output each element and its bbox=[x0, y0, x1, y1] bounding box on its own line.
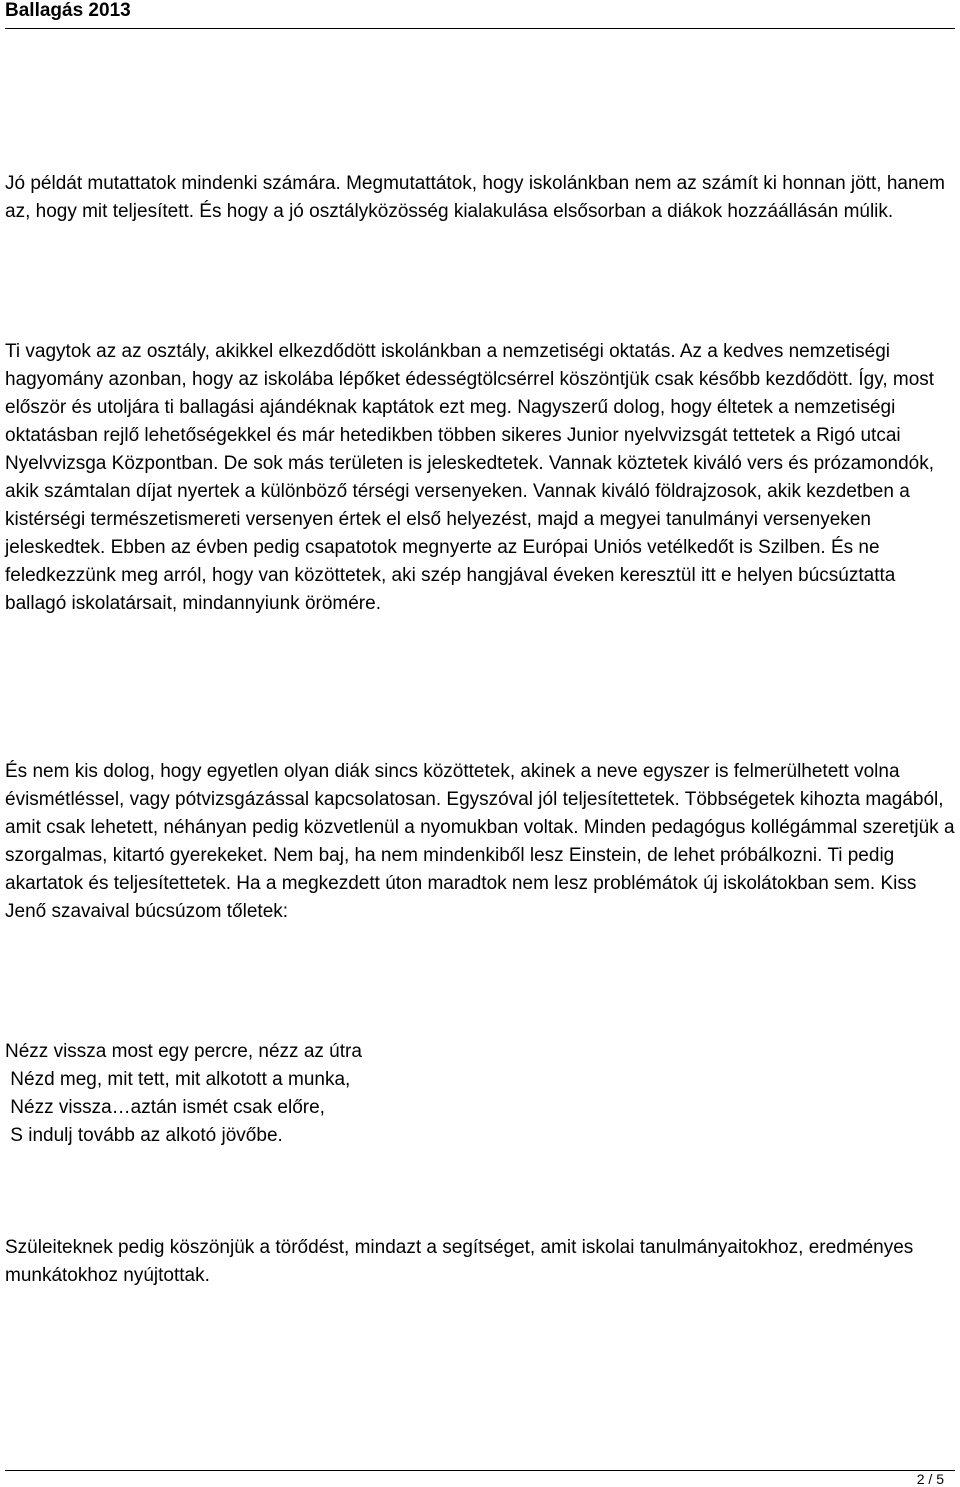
page-number: 2 / 5 bbox=[916, 1471, 944, 1487]
paragraph-2 bbox=[5, 338, 955, 618]
document-title: Ballagás 2013 bbox=[5, 0, 131, 21]
page-header bbox=[5, 0, 955, 29]
verse-line: Nézz vissza most egy percre, nézz az útra bbox=[5, 1041, 362, 1062]
paragraph-text: Jó példát mutattatok mindenki számára. Megmutattátok, hogy iskolánkban nem az számít ki honnan jött, hanem az, hogy mit teljesített. És hogy a jó osztályközösség kialakulása elsősorban a diákok hozzáállásán múlik. bbox=[5, 173, 945, 222]
page-footer-rule bbox=[5, 1470, 955, 1471]
verse-line: S indulj tovább az alkotó jövőbe. bbox=[5, 1125, 283, 1146]
verse-line: Nézd meg, mit tett, mit alkotott a munka, bbox=[5, 1069, 351, 1090]
paragraph-text: Ti vagytok az az osztály, akikkel elkezdődött iskolánkban a nemzetiségi oktatás. Az a kedves nemzetiségi hagyomány azonban, hogy az iskolába lépőket édességtölcsérrel köszöntjük csak később kezdődött. Így, most először és utoljára ti ballagási ajándéknak kaptátok ezt meg. Nagyszerű dolog, hogy éltetek a nemzetiségi oktatásban rejlő lehetőségekkel és már hetedikben többen sikeres Junior nyelvvizsgát tettetek a Rigó utcai Nyelvvizsga Központban. De sok más területen is jeleskedtetek. Vannak köztetek kiváló vers és prózamondók, akik számtalan díjat nyertek a különböző térségi versenyeken. Vannak kiváló földrajzosok, akik kezdetben a kistérségi természetismereti versenyen értek el első helyezést, majd a megyei tanulmányi versenyeken jeleskedtek. Ebben az évben pedig csapatotok megnyerte az Európai Uniós vetélkedőt is Szilben. És ne feledkezzünk meg arról, hogy van közöttetek, aki szép hangjával éveken keresztül itt e helyen búcsúztatta ballagó iskolatársait, mindannyiunk örömére. bbox=[5, 341, 935, 614]
paragraph-1 bbox=[5, 170, 955, 226]
closing-paragraph bbox=[5, 1234, 955, 1290]
poem-stanza bbox=[5, 1038, 955, 1150]
paragraph-text: Szüleiteknek pedig köszönjük a törődést, mindazt a segítséget, amit iskolai tanulmányaitokhoz, eredményes munkátokhoz nyújtottak. bbox=[5, 1237, 914, 1286]
paragraph-text: És nem kis dolog, hogy egyetlen olyan diák sincs közöttetek, akinek a neve egyszer is felmerülhetett volna évismétléssel, vagy pótvizsgázással kapcsolatosan. Egyszóval jól teljesítettetek. Többségetek kihozta magából, amit csak lehetett, néhányan pedig közvetlenül a nyomukban voltak. Minden pedagógus kollégámmal szeretjük a szorgalmas, kitartó gyerekeket. Nem baj, ha nem mindenkiből lesz Einstein, de lehet próbálkozni. Ti pedig akartatok és teljesítettetek. Ha a megkezdett úton maradtok nem lesz problémátok új iskolátokban sem. Kiss Jenő szavaival búcsúzom tőletek: bbox=[5, 761, 955, 922]
paragraph-3 bbox=[5, 758, 955, 926]
verse-line: Nézz vissza…aztán ismét csak előre, bbox=[5, 1097, 325, 1118]
